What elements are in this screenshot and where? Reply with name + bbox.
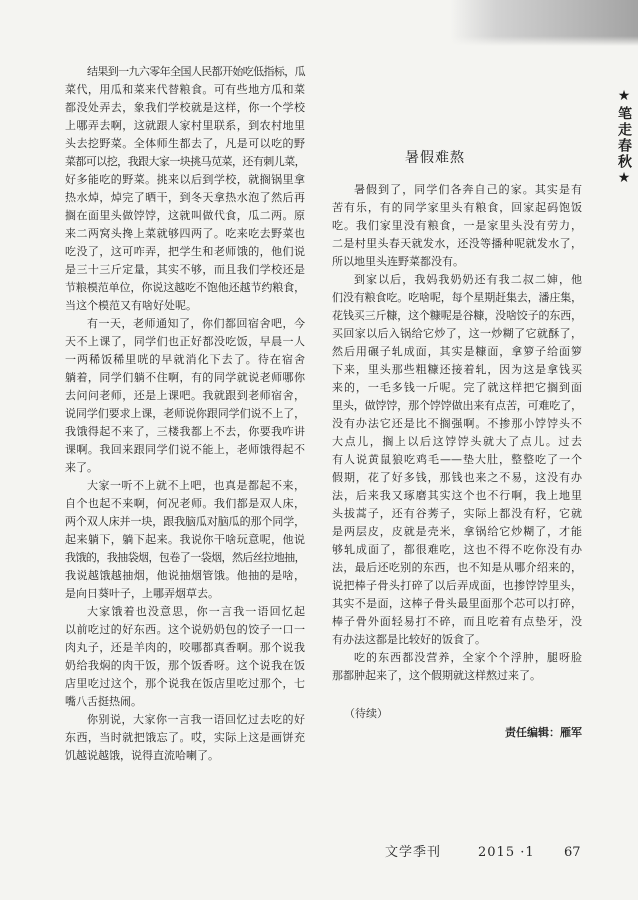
article-title: 暑假难熬: [405, 150, 465, 166]
text-line: 棒子骨外面轻易打不碎，而且吃着有点垫牙，没: [332, 615, 582, 628]
text-line: 那都肿起来了，这个假期就这样熬过来了。: [332, 669, 541, 682]
text-line: 热水焯，焯完了晒干，到冬天拿热水泡了然后再: [65, 191, 305, 204]
article-body: [332, 181, 582, 685]
text-line: 结果到一九六零年全国人民都开始吃低指标，瓜: [87, 65, 305, 78]
text-line: 一两稀饭稀里咣的早就消化下去了。待在宿舍: [65, 353, 305, 366]
text-line: 来了。: [65, 461, 98, 474]
paragraph: [332, 181, 582, 271]
text-line: 搁在面里头做饽饽，这就叫做代食，瓜二两。原: [65, 209, 305, 222]
paragraph: [65, 477, 305, 603]
text-line: 暑假到了，同学们各奔自己的家。其实是有: [354, 183, 582, 196]
text-line: 都没处弄去，象我们学校就是这样，你一个学校: [65, 101, 305, 114]
text-line: 大家饿着也没意思，你一言我一语回忆起: [87, 605, 305, 618]
paragraph: [65, 315, 305, 477]
text-line: 以前吃过的好东西。这个说奶奶包的饺子一口一: [65, 623, 305, 636]
text-line: 是向日葵叶子，上哪弄烟草去。: [65, 587, 219, 600]
text-line: 是三十三斤定量，其实不够，而且我们学校还是: [65, 263, 305, 276]
to-be-continued: （待续）: [344, 707, 388, 720]
editor-credit: 责任编辑：雁军: [505, 726, 582, 739]
footer-magazine-name: 文学季刊: [385, 845, 442, 860]
text-line: 大家一听不上就不上吧，也真是都起不来，: [87, 479, 305, 492]
text-line: 吃没了，这可咋弄，把学生和老师饿的，他们说: [65, 245, 305, 258]
text-line: 所以地里头连野菜都没有。: [332, 255, 464, 268]
text-line: 饥越说越饿，说得直流哈喇了。: [65, 749, 219, 762]
text-line: 法，最后还吃别的东西，也不知是从哪介绍来的，: [332, 561, 582, 574]
text-line: 我饿得起不来了，三楼我都上不去，你要我咋讲: [65, 425, 305, 438]
paragraph: [332, 271, 582, 649]
text-line: 苦有乐，有的同学家里头有粮食，回家起码饱饭: [332, 201, 582, 214]
text-line: 其实不是面，这棒子骨头最里面那个芯可以打碎，: [332, 597, 582, 610]
text-line: 说把棒子骨头打碎了以后弄成面，也掺饽饽里头，: [332, 579, 582, 592]
paragraph: [65, 603, 305, 711]
paragraph: [65, 711, 305, 765]
text-line: 是两层皮，皮就是壳米，拿锅给它炒糊了，才能: [332, 525, 582, 538]
paragraph: [65, 63, 305, 315]
text-line: 花钱买三斤糠，这个糠呢是谷糠，没啥饺子的东西，: [332, 309, 582, 322]
text-line: 法，后来我又琢磨其实这个也不行啊，我上地里: [332, 489, 582, 502]
text-line: 二是村里头春天就发水，还没等播种呢就发水了，: [332, 237, 582, 250]
text-line: 菜代，用瓜和菜来代替粮食。可有些地方瓜和菜: [65, 83, 305, 96]
section-tag: ★笔走春秋★: [616, 88, 632, 188]
text-line: 嘴八舌挺热闹。: [65, 695, 142, 708]
text-line: 来的，一毛多钱一斤呢。完了就这样把它搁到面: [332, 381, 582, 394]
text-line: 你别说，大家你一言我一语回忆过去吃的好: [87, 713, 305, 726]
paragraph: [332, 649, 582, 685]
text-line: 自个也起不来啊，何况老师。我们都是双人床，: [65, 497, 305, 510]
text-line: 上哪弄去啊，这就跟人家村里联系，到农村地里: [65, 119, 305, 132]
text-line: 躺着，同学们躺不住啊，有的同学就说老师哪你: [65, 371, 305, 384]
text-line: 我饿的，我抽袋烟，包卷了一袋烟，然后丝拉地抽，: [65, 551, 305, 564]
text-line: 吃。我们家里没有粮食，一是家里头没有劳力，: [332, 219, 582, 232]
footer-issue: 2015 ·1: [478, 845, 535, 860]
text-line: 起来躺下，躺下起来。我说你干啥玩意呢，他说: [65, 533, 305, 546]
text-line: 天不上课了，同学们也正好都没吃饭，早晨一人: [65, 335, 305, 348]
text-line: 里头，做饽饽，那个饽饽做出来有点苦，可难吃了，: [332, 399, 582, 412]
text-line: 没有办法它还是比不搁强啊。不掺那小饽饽头不: [332, 417, 582, 430]
text-line: 有办法这都是比较好的饭食了。: [332, 633, 486, 646]
text-line: 头去挖野菜。全体师生都去了，凡是可以吃的野: [65, 137, 305, 150]
text-line: 大点儿，搁上以后这饽饽头就大了点儿。过去: [332, 435, 582, 448]
text-line: 假期，花了好多钱，那钱也来之不易，这没有办: [332, 471, 582, 484]
text-line: 课啊。我回来跟同学们说不能上，老师饿得起不: [65, 443, 305, 456]
text-line: 节粮模范单位，你说这越吃不饱他还越节约粮食，: [65, 281, 305, 294]
text-line: 头拔蒿子，还有谷莠子，实际上都没有籽，它就: [332, 507, 582, 520]
text-line: 到家以后，我妈我奶奶还有我二叔二婶，他: [354, 273, 582, 286]
text-line: 说同学们要求上课，老师说你跟同学们说不上了，: [65, 407, 305, 420]
corner-gray-band: [450, 0, 638, 46]
text-line: 菜都可以挖，我跟大家一块挑马苋菜，还有刺儿菜，: [65, 155, 305, 168]
text-line: 有一天，老师通知了，你们都回宿舍吧，今: [87, 317, 305, 330]
text-line: 吃的东西都没营养，全家个个浮肿，腿呀脸: [354, 651, 582, 664]
text-line: 下来，里头那些粗糠还接着轧，因为这是拿钱买: [332, 363, 582, 376]
text-line: 店里吃过这个，那个说我在饭店里吃过那个，七: [65, 677, 305, 690]
text-line: 有人说黄鼠狼吃鸡毛——垫大肚，整整吃了一个: [332, 453, 582, 466]
left-column-text: [65, 63, 305, 765]
text-line: 东西，当时就把饿忘了。哎，实际上这是画饼充: [65, 731, 305, 744]
text-line: 奶给我焖的肉干饭，那个饭香呀。这个说我在饭: [65, 659, 305, 672]
text-line: 两个双人床并一块，跟我脑瓜对脑瓜的那个同学，: [65, 515, 305, 528]
text-line: 买回家以后入锅给它炒了，这一炒糊了它就酥了，: [332, 327, 582, 340]
text-line: 去问问老师，还是上课吧。我就跟到老师宿舍，: [65, 389, 305, 402]
text-line: 当这个模范又有啥好处呢。: [65, 299, 197, 312]
text-line: 我说越饿越抽烟，他说抽烟管饿。他抽的是啥，: [65, 569, 305, 582]
text-line: 好多能吃的野菜。挑来以后到学校，就搁锅里拿: [65, 173, 305, 186]
text-line: 然后用碾子轧成面，其实是糠面，拿箩子给面箩: [332, 345, 582, 358]
text-line: 们没有粮食吃。吃啥呢，每个星期赶集去，潘庄集，: [332, 291, 582, 304]
text-line: 肉丸子，还是羊肉的，咬哪都真香啊。那个说我: [65, 641, 305, 654]
text-line: 来二两窝头搀上菜就够四两了。吃来吃去野菜也: [65, 227, 305, 240]
footer-page-number: 67: [564, 845, 581, 860]
text-line: 够轧成面了，都很难吃，这也不得不吃你没有办: [332, 543, 582, 556]
